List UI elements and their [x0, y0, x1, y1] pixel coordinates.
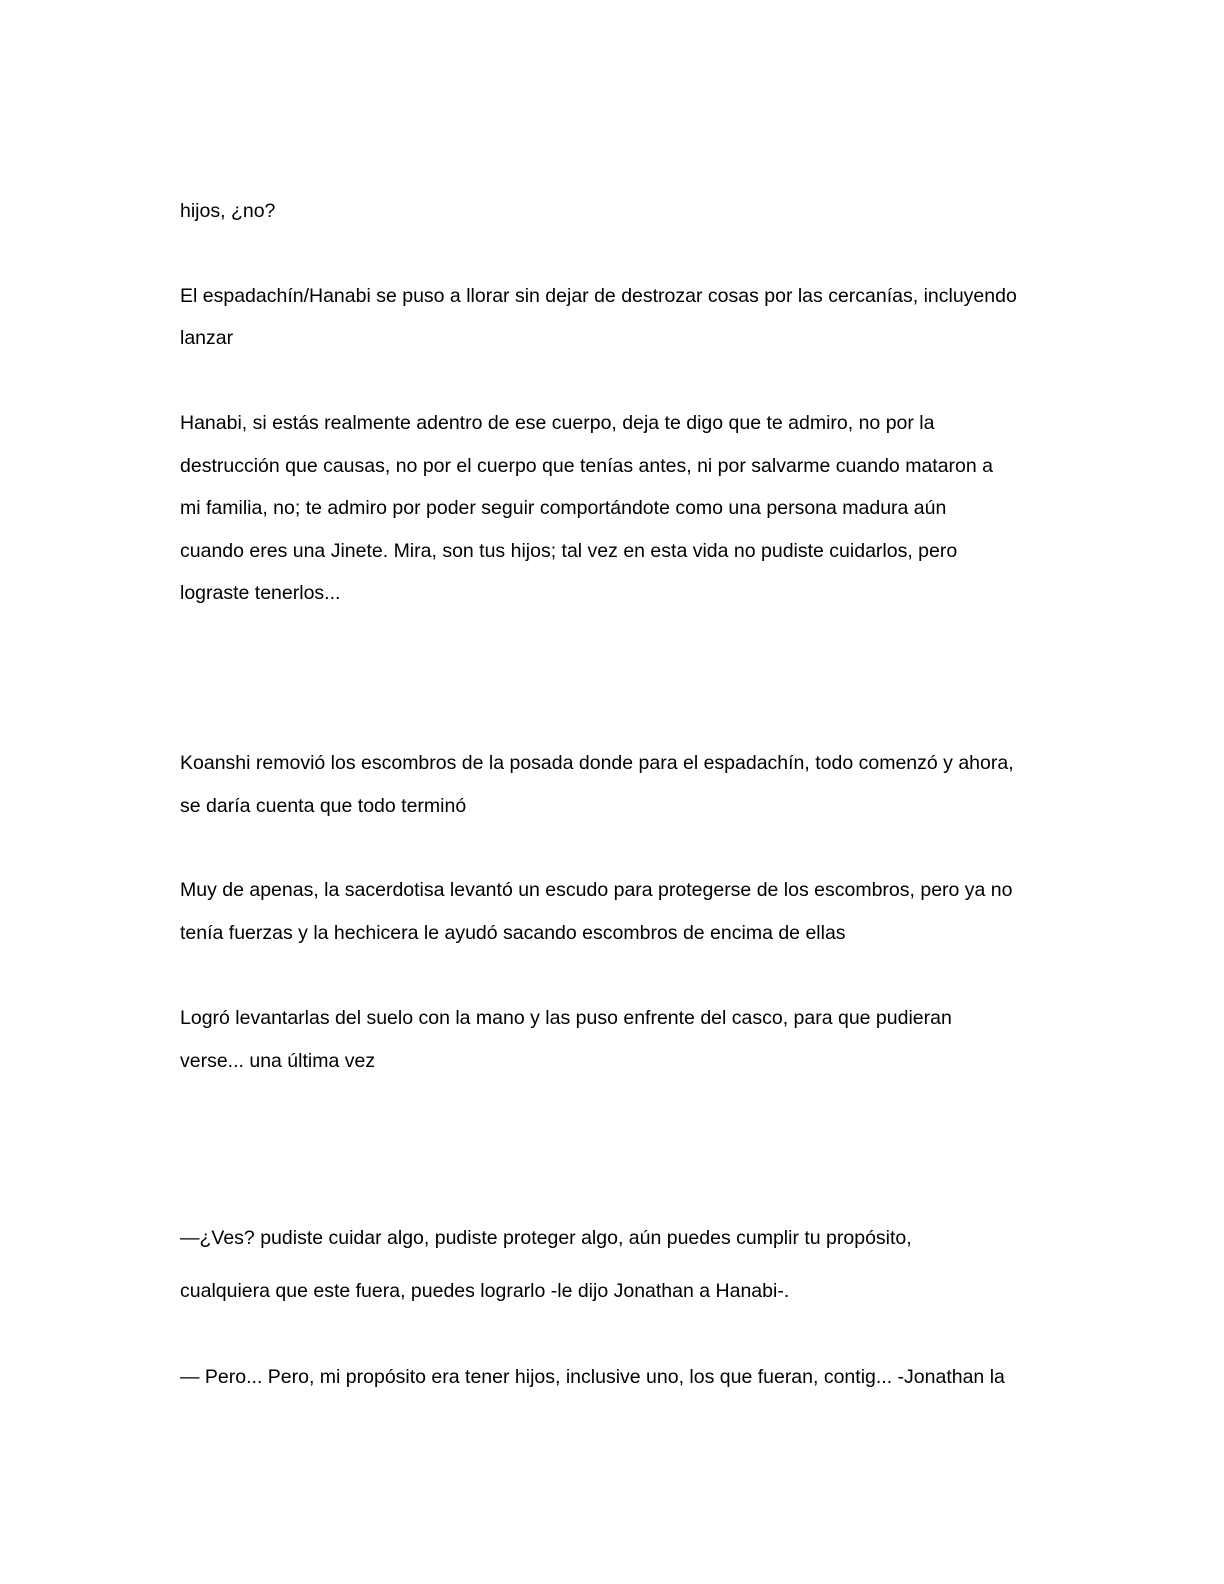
text-line: El espadachín/Hanabi se puso a llorar sin dejar de destrozar cosas por las cercanías, incluyendo [180, 285, 1017, 307]
text-line: Logró levantarlas del suelo con la mano y las puso enfrente del casco, para que pudieran [180, 1007, 952, 1029]
text-line: lanzar [180, 327, 234, 349]
text-line: lograste tenerlos... [180, 582, 341, 604]
text-line: —¿Ves? pudiste cuidar algo, pudiste proteger algo, aún puedes cumplir tu propósito, [180, 1227, 912, 1249]
text-line: Muy de apenas, la sacerdotisa levantó un escudo para protegerse de los escombros, pero ya no [180, 879, 1013, 901]
text-line: verse... una última vez [180, 1050, 376, 1072]
text-line: cualquiera que este fuera, puedes lograrlo -le dijo Jonathan a Hanabi-. [180, 1280, 790, 1302]
text-line: Koanshi removió los escombros de la posada donde para el espadachín, todo comenzó y ahora, [180, 752, 1014, 774]
text-line: — Pero... Pero, mi propósito era tener hijos, inclusive uno, los que fueran, contig... -Jonathan la [180, 1366, 1005, 1388]
text-line: hijos, ¿no? [180, 200, 276, 222]
text-line: mi familia, no; te admiro por poder seguir comportándote como una persona madura aún [180, 497, 947, 519]
text-line: se daría cuenta que todo terminó [180, 795, 467, 817]
text-line: destrucción que causas, no por el cuerpo que tenías antes, ni por salvarme cuando mataron a [180, 455, 993, 477]
text-line: Hanabi, si estás realmente adentro de ese cuerpo, deja te digo que te admiro, no por la [180, 412, 935, 434]
text-line: cuando eres una Jinete. Mira, son tus hijos; tal vez en esta vida no pudiste cuidarlos, pero [180, 540, 958, 562]
text-line: tenía fuerzas y la hechicera le ayudó sacando escombros de encima de ellas [180, 922, 846, 944]
